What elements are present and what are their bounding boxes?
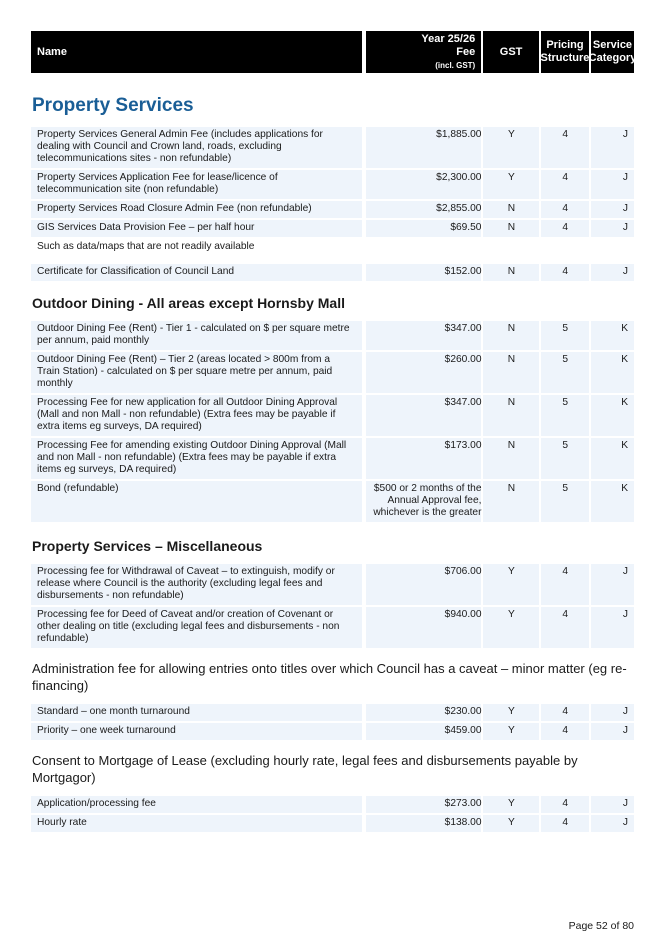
header-service-line1: Service	[592, 39, 633, 51]
row-fee: $138.00	[366, 815, 482, 832]
row-category: J	[591, 170, 634, 199]
row-category: J	[591, 796, 634, 813]
row-name: Hourly rate	[31, 815, 362, 832]
section4-rows	[31, 704, 634, 740]
row-pricing: 4	[541, 264, 589, 281]
table-row	[31, 704, 634, 721]
row-fee: $706.00	[366, 564, 482, 605]
row-fee: $347.00	[366, 395, 482, 436]
row-pricing: 4	[541, 564, 589, 605]
header-pricing-line2: Structure	[540, 52, 590, 64]
row-gst: Y	[483, 704, 539, 721]
header-gst: GST	[483, 31, 539, 73]
row-name: Outdoor Dining Fee (Rent) - Tier 1 - calculated on $ per square metre per annum, paid monthly	[31, 321, 362, 350]
row-fee: $273.00	[366, 796, 482, 813]
row-pricing: 5	[541, 395, 589, 436]
row-name: Processing fee for Deed of Caveat and/or creation of Covenant or other dealing on title (excluding legal fees and disbursements - non refundable)	[31, 607, 362, 648]
row-category: K	[591, 321, 634, 350]
row-fee: $940.00	[366, 607, 482, 648]
row-pricing: 4	[541, 607, 589, 648]
row-fee: $260.00	[366, 352, 482, 393]
row-name: Application/processing fee	[31, 796, 362, 813]
header-fee-line1: Year 25/26	[421, 32, 476, 45]
row-category: J	[591, 127, 634, 168]
table-row	[31, 352, 634, 393]
section-title-misc: Property Services – Miscellaneous	[32, 538, 263, 554]
row-fee: $2,300.00	[366, 170, 482, 199]
header-service	[588, 31, 637, 73]
row-name: Processing fee for Withdrawal of Caveat – to extinguish, modify or release where Council is the authority (excluding legal fees and disbursements - non refundable)	[31, 564, 362, 605]
row-category: K	[591, 438, 634, 479]
row-gst: N	[483, 321, 539, 350]
row-pricing: 5	[541, 352, 589, 393]
section-title-consent-mortgage: Consent to Mortgage of Lease (excluding hourly rate, legal fees and disbursements payable by Mortgagor)	[32, 753, 578, 785]
table-row	[31, 815, 634, 832]
row-gst: N	[483, 395, 539, 436]
row-fee: $347.00	[366, 321, 482, 350]
row-category: J	[591, 264, 634, 281]
row-gst: Y	[483, 815, 539, 832]
row-pricing: 4	[541, 723, 589, 740]
row-category: K	[591, 395, 634, 436]
table-row	[31, 321, 634, 350]
table-row	[31, 201, 634, 218]
section-title-property-services: Property Services	[32, 95, 194, 116]
row-fee: $152.00	[366, 264, 482, 281]
table-row	[31, 220, 634, 237]
row-name: GIS Services Data Provision Fee – per half hour	[31, 220, 362, 237]
row-name: Property Services General Admin Fee (includes applications for dealing with Council and Crown land, roads, excluding telecommunications sites - non refundable)	[31, 127, 362, 168]
row-pricing: 4	[541, 796, 589, 813]
row-gst: N	[483, 352, 539, 393]
row-pricing: 4	[541, 815, 589, 832]
row-gst: N	[483, 438, 539, 479]
row-fee: $459.00	[366, 723, 482, 740]
header-service-line2: Category	[588, 52, 637, 64]
table-row	[31, 127, 634, 168]
row-gst: Y	[483, 127, 539, 168]
section1-rows	[31, 127, 634, 237]
table-header	[31, 31, 637, 73]
section3-rows	[31, 564, 634, 648]
row-gst: Y	[483, 723, 539, 740]
row-pricing: 4	[541, 201, 589, 218]
row-pricing: 4	[541, 127, 589, 168]
row-gst: Y	[483, 170, 539, 199]
row-fee: $1,885.00	[366, 127, 482, 168]
row-fee: $173.00	[366, 438, 482, 479]
row-name: Certificate for Classification of Council Land	[31, 264, 362, 281]
row-pricing: 4	[541, 704, 589, 721]
table-row	[31, 481, 634, 522]
row-name: Property Services Application Fee for lease/licence of telecommunication site (non refundable)	[31, 170, 362, 199]
row-fee: $500 or 2 months of the Annual Approval fee, whichever is the greater	[366, 481, 482, 522]
row-pricing: 5	[541, 321, 589, 350]
row-category: J	[591, 564, 634, 605]
row-gst: N	[483, 264, 539, 281]
row-name: Standard – one month turnaround	[31, 704, 362, 721]
header-pricing	[541, 31, 589, 73]
row-pricing: 5	[541, 481, 589, 522]
row-category: K	[591, 352, 634, 393]
table-row	[31, 796, 634, 813]
page-number: Page 52 of 80	[568, 920, 634, 932]
header-name: Name	[31, 31, 362, 73]
table-row	[31, 607, 634, 648]
table-row	[31, 438, 634, 479]
row-category: J	[591, 704, 634, 721]
table-row	[31, 723, 634, 740]
table-row	[31, 264, 634, 281]
table-row	[31, 395, 634, 436]
row-name: Priority – one week turnaround	[31, 723, 362, 740]
row-pricing: 5	[541, 438, 589, 479]
row-category: J	[591, 815, 634, 832]
row-gst: Y	[483, 564, 539, 605]
table-row	[31, 564, 634, 605]
row-name: Processing Fee for new application for all Outdoor Dining Approval (Mall and non Mall - non refundable) (Extra fees may be payable if extra items eg surveys, DA required)	[31, 395, 362, 436]
table-row-note	[31, 239, 634, 256]
section-title-outdoor-dining: Outdoor Dining - All areas except Hornsby Mall	[32, 295, 345, 311]
row-category: J	[591, 201, 634, 218]
row-category: J	[591, 220, 634, 237]
header-fee-line3: (incl. GST)	[435, 60, 476, 70]
row-fee: $230.00	[366, 704, 482, 721]
row-name: Processing Fee for amending existing Outdoor Dining Approval (Mall and non Mall - non refundable) (Extra fees may be payable if extra items eg surveys, DA required)	[31, 438, 362, 479]
row-category: K	[591, 481, 634, 522]
row-gst: Y	[483, 607, 539, 648]
section-title-admin-fee: Administration fee for allowing entries onto titles over which Council has a caveat – minor matter (eg re-financing)	[32, 661, 627, 693]
row-name: Property Services Road Closure Admin Fee (non refundable)	[31, 201, 362, 218]
row-pricing: 4	[541, 220, 589, 237]
row-gst: N	[483, 220, 539, 237]
note-text: Such as data/maps that are not readily available	[31, 239, 362, 256]
row-pricing: 4	[541, 170, 589, 199]
row-gst: Y	[483, 796, 539, 813]
row-gst: N	[483, 201, 539, 218]
row-fee: $69.50	[366, 220, 482, 237]
row-category: J	[591, 723, 634, 740]
header-fee	[366, 31, 482, 73]
row-gst: N	[483, 481, 539, 522]
row-name: Bond (refundable)	[31, 481, 362, 522]
header-pricing-line1: Pricing	[546, 39, 584, 51]
section2-rows	[31, 321, 634, 522]
section5-rows	[31, 796, 634, 832]
table-row	[31, 170, 634, 199]
header-fee-line2: Fee	[456, 45, 476, 58]
fee-schedule-page	[31, 31, 637, 834]
row-name: Outdoor Dining Fee (Rent) – Tier 2 (areas located > 800m from a Train Station) - calculated on $ per square metre per annum, paid monthly	[31, 352, 362, 393]
row-fee: $2,855.00	[366, 201, 482, 218]
row-category: J	[591, 607, 634, 648]
